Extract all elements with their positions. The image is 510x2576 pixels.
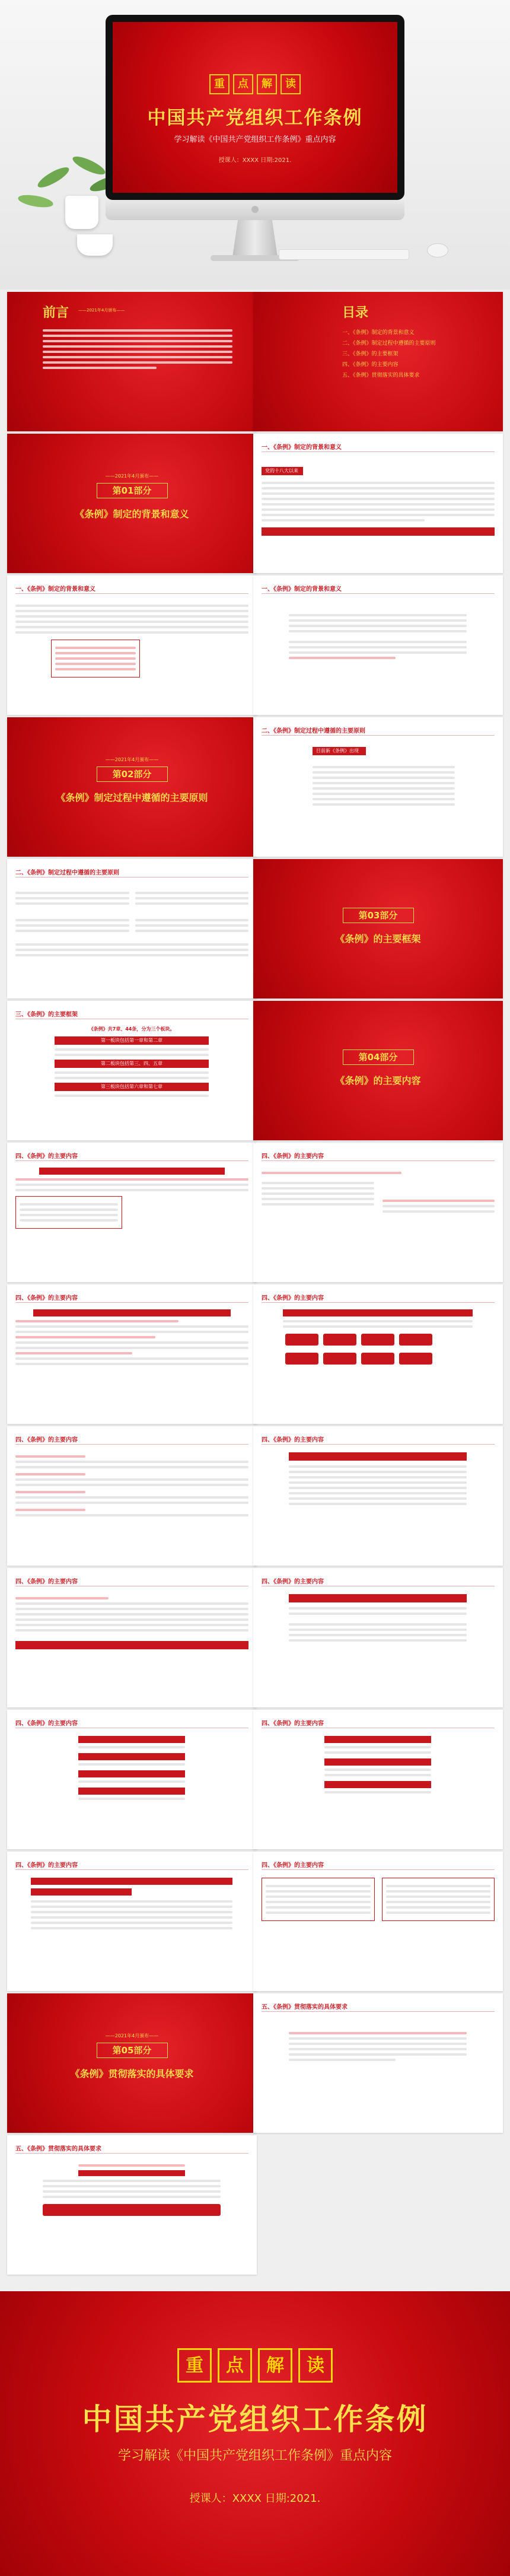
closing-slide	[0, 2291, 510, 2576]
slide-content-4	[253, 1284, 503, 1424]
slide-body	[15, 1309, 248, 1368]
block-bar: 第一板块包括第一章和第二章	[55, 1036, 209, 1045]
chip-grid	[283, 1331, 473, 1369]
red-banner	[289, 1452, 467, 1461]
slide-header: 三、《条例》的主要框架	[15, 1012, 78, 1018]
monitor	[106, 15, 404, 200]
monitor-stand	[232, 220, 278, 257]
slide-content-6	[253, 1426, 503, 1566]
header-divider	[15, 593, 248, 594]
toc-item[interactable]: 二、《条例》制定过程中遵循的主要原则	[342, 341, 436, 346]
slide-body	[324, 1736, 431, 1796]
slide-header: 四、《条例》的主要内容	[15, 1720, 78, 1727]
slide-requirements-1	[253, 1993, 503, 2133]
red-banner	[31, 1878, 232, 1885]
slide-part04	[253, 1001, 503, 1140]
badge: 解	[258, 2348, 292, 2383]
header-divider	[15, 1869, 248, 1870]
slide-content-8	[253, 1568, 503, 1707]
slide-body	[15, 889, 248, 959]
mouse	[427, 243, 448, 257]
slide-header: 二、《条例》制定过程中遵循的主要原则	[262, 728, 365, 734]
closing-title: 中国共产党组织工作条例	[82, 2402, 428, 2437]
badge-row	[0, 2291, 510, 2383]
cover-meta: 授课人：XXXX 日期:2021.	[218, 157, 292, 164]
toc-item[interactable]: 一、《条例》制定的背景和意义	[342, 330, 415, 336]
section-number: 第03部分	[343, 908, 414, 923]
slide-content-9	[7, 1710, 257, 1849]
slide-body	[15, 1594, 248, 1649]
slide-background-2	[7, 575, 257, 715]
category-chip	[323, 1353, 356, 1365]
monitor-chin	[106, 200, 404, 220]
badge: 解	[257, 74, 277, 94]
highlight-bar: 目前新《条例》出现了	[313, 747, 366, 755]
header-divider	[15, 1302, 248, 1303]
content-box	[15, 1196, 122, 1229]
badge-row	[113, 22, 397, 94]
section-title: 《条例》制定过程中遵循的主要原则	[56, 792, 208, 803]
category-chip	[361, 1353, 394, 1365]
slide-body	[31, 1878, 232, 1932]
cover-slide	[113, 22, 397, 193]
toc-list	[342, 327, 436, 381]
slide-part03	[253, 859, 503, 998]
content-box	[382, 1878, 495, 1921]
slide-content-10	[253, 1710, 503, 1849]
red-banner	[15, 1641, 248, 1649]
slide-header: 四、《条例》的主要内容	[15, 1862, 78, 1869]
section-tag: ——2021年4月颁布——	[105, 473, 159, 479]
toc-title: 目录	[342, 306, 369, 320]
header-divider	[262, 735, 495, 736]
badge: 读	[298, 2348, 333, 2383]
quote-box	[51, 640, 140, 678]
section-title: 《条例》的主要内容	[335, 1075, 421, 1086]
foreword-title: 前言	[43, 306, 69, 320]
slide-body	[313, 747, 455, 809]
red-banner	[33, 1309, 231, 1316]
slide-body	[15, 602, 248, 678]
slide-body	[55, 1026, 209, 1100]
red-banner	[78, 1770, 185, 1777]
slide-body	[262, 1169, 495, 1216]
red-banner	[289, 1594, 467, 1602]
slide-requirements-2	[7, 2135, 257, 2275]
slide-header: 四、《条例》的主要内容	[262, 1295, 324, 1302]
red-banner	[78, 1753, 185, 1760]
slide-body	[78, 1736, 185, 1803]
slide-part01	[7, 434, 257, 573]
slide-header: 四、《条例》的主要内容	[262, 1862, 324, 1869]
section-number: 第01部分	[97, 483, 168, 498]
category-chip	[399, 1353, 432, 1365]
keyboard	[279, 249, 409, 260]
header-divider	[262, 593, 495, 594]
header-divider	[15, 2153, 248, 2154]
slide-content-7	[7, 1568, 257, 1707]
slide-background-3	[253, 575, 503, 715]
coffee-cup	[77, 234, 113, 256]
red-banner	[283, 1309, 473, 1316]
foreword-tag: ——2021年4月颁布——	[78, 308, 125, 313]
header-divider	[262, 1869, 495, 1870]
slide-principles-1	[253, 717, 503, 857]
category-chip	[399, 1334, 432, 1346]
slide-header: 四、《条例》的主要内容	[15, 1295, 78, 1302]
slide-body	[262, 463, 495, 536]
content-box	[262, 1878, 375, 1921]
badge: 点	[233, 74, 253, 94]
toc-item[interactable]: 四、《条例》的主要内容	[342, 362, 399, 368]
header-divider	[262, 451, 495, 452]
header-divider	[262, 2011, 495, 2012]
slide-header: 五、《条例》贯彻落实的具体要求	[15, 2146, 101, 2152]
category-chip	[285, 1334, 318, 1346]
slide-principles-2	[7, 859, 257, 998]
category-chip	[285, 1353, 318, 1365]
slide-part02	[7, 717, 257, 857]
slide-content-12	[253, 1852, 503, 1991]
slide-header: 四、《条例》的主要内容	[15, 1437, 78, 1443]
section-number: 第05部分	[97, 2043, 168, 2058]
slide-body	[15, 1168, 248, 1229]
header-divider	[262, 1444, 495, 1445]
highlight-bar: 党的十八大以来	[262, 467, 303, 475]
block-bar: 第二板块包括第三、四、五章	[55, 1060, 209, 1068]
apple-logo-icon	[251, 206, 259, 213]
red-banner	[78, 1788, 185, 1795]
slide-content-3	[7, 1284, 257, 1424]
closing-meta: 授课人：XXXX 日期:2021.	[189, 2492, 321, 2505]
slide-header: 四、《条例》的主要内容	[15, 1579, 78, 1585]
closing-subtitle: 学习解读《中国共产党组织工作条例》重点内容	[117, 2448, 392, 2463]
foreword-text-lines	[43, 326, 232, 372]
slide-body	[43, 2161, 221, 2216]
slide-header: 一、《条例》制定的背景和意义	[262, 444, 342, 451]
red-banner	[324, 1736, 431, 1743]
badge: 读	[280, 74, 301, 94]
section-number: 第04部分	[343, 1050, 414, 1065]
header-divider	[15, 1444, 248, 1445]
slide-framework	[7, 1001, 257, 1140]
section-title: 《条例》制定的背景和意义	[75, 508, 189, 520]
slide-header: 四、《条例》的主要内容	[262, 1153, 324, 1160]
plant-pot	[65, 196, 98, 229]
hero-mockup	[0, 0, 510, 290]
red-banner	[31, 1888, 132, 1896]
slide-header: 二、《条例》制定过程中遵循的主要原则	[15, 870, 119, 876]
slide-body	[289, 1594, 467, 1645]
badge: 重	[209, 74, 230, 94]
toc-item[interactable]: 三、《条例》的主要框架	[342, 351, 399, 357]
section-tag: ——2021年4月颁布——	[105, 757, 159, 762]
block-bar: 第三板块包括第六章和第七章	[55, 1083, 209, 1091]
slide-header: 四、《条例》的主要内容	[15, 1153, 78, 1160]
toc-item[interactable]: 五、《条例》贯彻落实的具体要求	[342, 373, 420, 379]
red-banner	[262, 527, 495, 536]
header-divider	[15, 1160, 248, 1161]
slide-body	[289, 611, 467, 662]
slide-background-1	[253, 434, 503, 573]
slide-part05	[7, 1993, 257, 2133]
section-title: 《条例》的主要框架	[335, 933, 421, 944]
slide-header: 一、《条例》制定的背景和意义	[15, 586, 95, 593]
red-banner	[324, 1781, 431, 1788]
slide-body	[283, 1309, 473, 1369]
red-banner	[43, 2204, 221, 2216]
slide-header: 四、《条例》的主要内容	[262, 1437, 324, 1443]
section-title: 《条例》贯彻落实的具体要求	[70, 2068, 194, 2079]
slide-header: 五、《条例》贯彻落实的具体要求	[262, 2004, 348, 2011]
section-number: 第02部分	[97, 767, 168, 782]
slide-content-11	[7, 1852, 257, 1991]
red-banner	[78, 2170, 185, 2176]
slide-toc	[253, 292, 503, 431]
slide-body	[289, 2029, 467, 2064]
slide-header: 四、《条例》的主要内容	[262, 1720, 324, 1727]
slide-content-1	[7, 1143, 257, 1282]
category-chip	[361, 1334, 394, 1346]
red-banner	[78, 1736, 185, 1743]
slide-header: 一、《条例》制定的背景和意义	[262, 586, 342, 593]
framework-lead: 《条例》共7章、44条，分为三个板块。	[88, 1026, 175, 1032]
slide-foreword	[7, 292, 257, 431]
cover-title: 中国共产党组织工作条例	[147, 107, 363, 129]
category-chip	[323, 1334, 356, 1346]
cover-subtitle: 学习解读《中国共产党组织工作条例》重点内容	[174, 135, 336, 144]
slide-body	[262, 1878, 495, 1921]
header-divider	[262, 1160, 495, 1161]
badge: 重	[177, 2348, 212, 2383]
header-divider	[262, 1302, 495, 1303]
red-banner	[324, 1758, 431, 1766]
badge: 点	[218, 2348, 252, 2383]
red-banner	[39, 1168, 225, 1175]
slide-content-2	[253, 1143, 503, 1282]
slide-body	[289, 1452, 467, 1508]
slide-body	[15, 1452, 248, 1519]
slide-header: 四、《条例》的主要内容	[262, 1579, 324, 1585]
section-tag: ——2021年4月颁布——	[105, 2033, 159, 2038]
slide-content-5	[7, 1426, 257, 1566]
